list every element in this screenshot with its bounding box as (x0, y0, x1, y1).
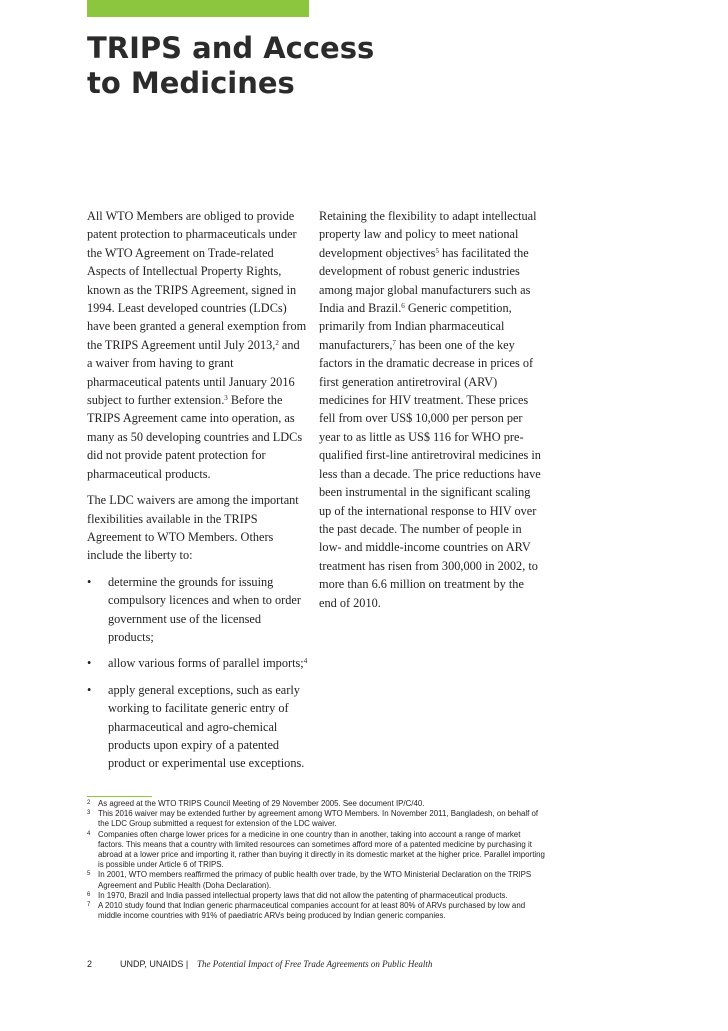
footnote-ref-2: 2 (275, 338, 279, 347)
footnote-number: 3 (87, 810, 91, 817)
footnote-ref-5: 5 (435, 246, 439, 255)
footnotes (87, 799, 547, 921)
footnote-text: Companies often charge lower prices for a medicine in one country than in another, taking into account a range of market factors. This means that a country with limited resources can sometimes afford more of a patented medicine by purchasing it abroad at a lower price and importing it, rather than buying it directly in its domestic market at the higher price. Parallel importing is possible under Article 6 of TRIPS. (98, 829, 545, 870)
flexibilities-list (87, 573, 308, 773)
left-column (87, 207, 308, 781)
page-number: 2 (87, 959, 93, 969)
bullet-marker: • (87, 656, 92, 671)
footnote-ref-7: 7 (392, 338, 396, 347)
intro-text-c: Before the TRIPS Agreement came into operation, as many as 50 developing countries and LDCs did not provide patent protection for pharmaceutical products. (87, 393, 303, 481)
footnote-text: A 2010 study found that Indian generic pharmaceutical companies account for at least 80% of ARVs purchased by low and middle income countries with 91% of paediatric ARVs being produced by Indian generic companies. (98, 901, 526, 921)
paragraph-text-c: Generic competition, primarily from Indian pharmaceutical manufacturers, (319, 301, 512, 352)
footer-organizations: UNDP, UNAIDS | (120, 959, 189, 969)
generic-competition-paragraph (319, 207, 542, 612)
footnote-number: 6 (87, 891, 91, 898)
list-item (87, 681, 308, 773)
intro-text-a: All WTO Members are obliged to provide patent protection to pharmaceuticals under the WTO Agreement on Trade-related Aspects of Intellectual Property Rights, known as the TRIPS Agreement, signed in 1994. Least developed countries (LDCs) have been granted a general exemption from the TRIPS Agreement until July 2013, (87, 209, 307, 352)
list-item-text: determine the grounds for issuing compulsory licences and when to order government use of the licensed products; (108, 574, 301, 644)
intro-paragraph (87, 207, 308, 483)
footnote-number: 4 (87, 830, 91, 837)
page-title (87, 31, 374, 101)
intro-text-b: and a waiver from having to grant pharmaceutical patents until January 2016 subject to further extension. (87, 337, 300, 408)
footer-publication-title: The Potential Impact of Free Trade Agreements on Public Health (197, 959, 433, 969)
footnote-6 (87, 891, 547, 901)
footnote-7 (87, 901, 547, 921)
footnote-5 (87, 870, 547, 890)
footnote-text: This 2016 waiver may be extended further by agreement among WTO Members. In November 2011, Bangladesh, on behalf of the LDC Group submitted a request for extension of the LDC waiver. (98, 809, 539, 829)
footnote-divider (87, 796, 152, 797)
bullet-marker: • (87, 574, 92, 589)
footnote-4 (87, 830, 547, 871)
paragraph-text-d: has been one of the key factors in the dramatic decrease in prices of first generation antiretroviral (ARV) medicines for HIV treatment. These prices fell from over US$ 10,000 per person per year to as little as US$ 116 for WHO pre-qualified first-line antiretroviral medicines in less than a decade. The price reductions have been instrumental in the significant scaling up of the international response to HIV over the past decade. The number of people in low- and middle-income countries on ARV treatment has risen from 300,000 in 2002, to more than 6.6 million on treatment by the end of 2010. (319, 337, 541, 610)
paragraph-text-b: has facilitated the development of robust generic industries among major global manufacturers such as India and Brazil. (319, 245, 531, 316)
right-column (319, 207, 542, 620)
list-item-text: allow various forms of parallel imports; (108, 656, 304, 671)
footnote-number: 5 (87, 871, 91, 878)
footnote-3 (87, 809, 547, 829)
footnote-text: In 2001, WTO members reaffirmed the primacy of public health over trade, by the WTO Ministerial Declaration on the TRIPS Agreement and Public Health (Doha Declaration). (98, 870, 532, 890)
footnote-text: As agreed at the WTO TRIPS Council Meeting of 29 November 2005. See document IP/C/40. (98, 799, 425, 808)
page-title-line-2: to Medicines (87, 66, 295, 100)
list-item (87, 573, 308, 647)
list-item-text: apply general exceptions, such as early working to facilitate generic entry of pharmaceutical and agro-chemical products upon expiry of a patented product or experimental use exceptions. (108, 682, 305, 771)
list-item (87, 654, 308, 672)
bullet-marker: • (87, 682, 92, 697)
waivers-paragraph: The LDC waivers are among the important flexibilities available in the TRIPS Agreement to WTO Members. Others include the liberty to: (87, 493, 299, 563)
footnote-number: 7 (87, 902, 91, 909)
footnote-text: In 1970, Brazil and India passed intellectual property laws that did not allow the patenting of pharmaceutical products. (98, 890, 508, 900)
footnote-ref-3: 3 (224, 394, 228, 403)
page-title-line-1: TRIPS and Access (87, 31, 375, 65)
paragraph-text-a: Retaining the flexibility to adapt intellectual property law and policy to meet national development objectives (319, 209, 537, 260)
footnote-2 (87, 799, 547, 809)
header-accent-bar (87, 0, 309, 17)
footnote-number: 2 (87, 800, 91, 806)
footnote-ref-6: 6 (401, 302, 405, 311)
footnote-ref-4: 4 (303, 657, 308, 666)
